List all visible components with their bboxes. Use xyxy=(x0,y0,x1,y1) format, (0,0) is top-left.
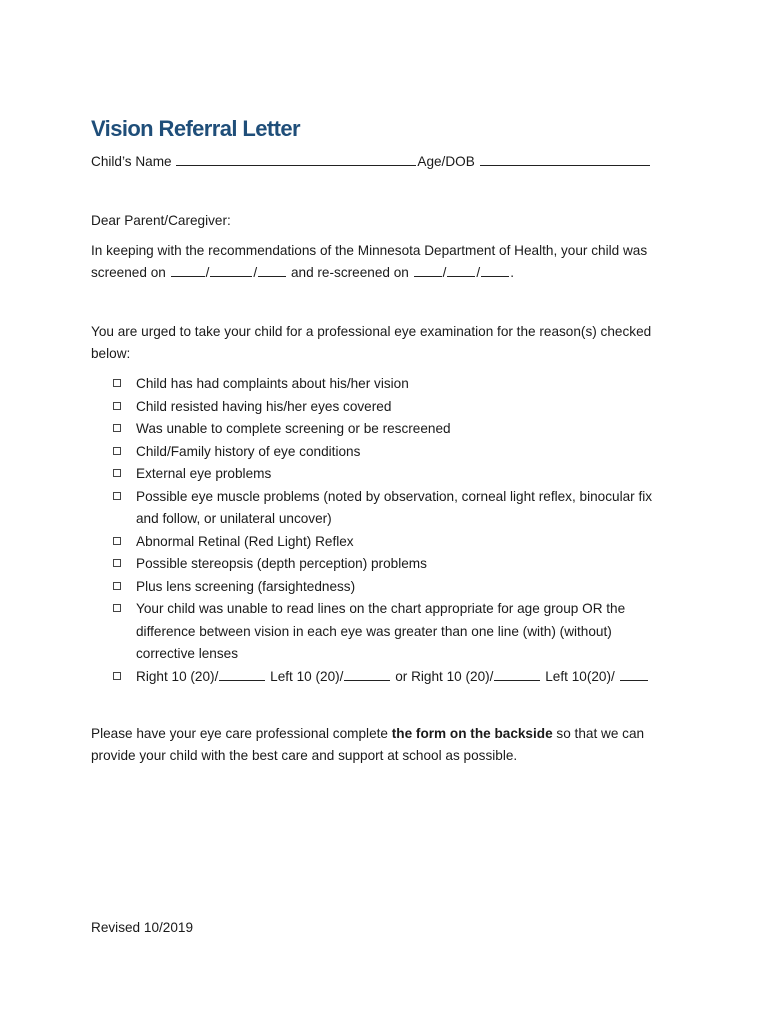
reason-checkbox[interactable] xyxy=(113,537,121,545)
reason-item xyxy=(113,373,671,396)
left-acuity-field[interactable] xyxy=(344,668,390,681)
left-acuity-field-2[interactable] xyxy=(620,668,648,681)
rescreened-day-field[interactable] xyxy=(447,264,475,277)
reason-checkbox[interactable] xyxy=(113,402,121,410)
reason-item xyxy=(113,576,671,599)
reason-checkbox[interactable] xyxy=(113,559,121,567)
reason-text: Child resisted having his/her eyes covered xyxy=(136,398,392,414)
childs-name-label: Child’s Name xyxy=(91,154,172,169)
rescreened-month-field[interactable] xyxy=(414,264,442,277)
reason-item xyxy=(113,396,671,419)
right-acuity-field-2[interactable] xyxy=(494,668,540,681)
reason-checkbox[interactable] xyxy=(113,469,121,477)
acuity-checkbox[interactable] xyxy=(113,672,121,680)
reason-item xyxy=(113,463,671,486)
reason-text: Plus lens screening (farsightedness) xyxy=(136,578,356,594)
rescreened-on-label: and re-screened on xyxy=(290,265,409,280)
reason-item xyxy=(113,441,671,464)
reason-text: Possible stereopsis (depth perception) problems xyxy=(136,556,427,571)
salutation: Dear Parent/Caregiver: xyxy=(91,213,231,228)
child-info-line xyxy=(91,153,651,171)
closing-bold-text: the form on the backside xyxy=(391,726,553,741)
reason-text: Child has had complaints about his/her vision xyxy=(136,376,409,391)
page-title: Vision Referral Letter xyxy=(91,116,300,141)
acuity-item xyxy=(113,666,671,689)
reason-item xyxy=(113,418,671,441)
intro-line-2: screened on / / and re-screened on / / . xyxy=(91,265,514,280)
screened-day-field[interactable] xyxy=(210,264,252,277)
reason-item xyxy=(113,531,671,554)
closing-text-end: so that we can xyxy=(552,726,645,741)
left-acuity-label-2: Left 10(20)/ xyxy=(545,668,615,684)
age-dob-label: Age/DOB xyxy=(417,154,475,169)
period: . xyxy=(510,265,514,280)
reason-checklist xyxy=(113,373,671,688)
age-dob-field[interactable] xyxy=(480,153,650,166)
reason-text: Possible eye muscle problems (noted by observation, corneal light reflex, binocular fix and follow, or unilateral uncover) xyxy=(136,488,653,526)
closing-line-2: provide your child with the best care and support at school as possible. xyxy=(91,748,518,763)
reason-text: Abnormal Retinal (Red Light) Reflex xyxy=(136,533,354,549)
reason-text: Your child was unable to read lines on the chart appropriate for age group OR the difference between vision in each eye was greater than one line (with) (without) corrective lenses xyxy=(136,601,626,661)
closing-line-1 xyxy=(91,725,644,743)
intro-line-1: In keeping with the recommendations of the Minnesota Department of Health, your child was xyxy=(91,243,648,258)
reason-checkbox[interactable] xyxy=(113,379,121,387)
rescreened-year-field[interactable] xyxy=(481,264,509,277)
reason-checkbox[interactable] xyxy=(113,447,121,455)
reason-text: Was unable to complete screening or be rescreened xyxy=(136,421,451,436)
revision-footer: Revised 10/2019 xyxy=(91,920,194,935)
screened-on-label: screened on xyxy=(91,265,166,280)
reason-checkbox[interactable] xyxy=(113,582,121,590)
screened-month-field[interactable] xyxy=(171,264,205,277)
right-acuity-label-2: or Right 10 (20)/ xyxy=(395,668,494,684)
left-acuity-label: Left 10 (20)/ xyxy=(270,668,344,684)
reason-item xyxy=(113,553,671,576)
reason-text: Child/Family history of eye conditions xyxy=(136,443,361,459)
urge-line-1: You are urged to take your child for a professional eye examination for the reason(s) checked xyxy=(91,324,652,339)
childs-name-field[interactable] xyxy=(176,153,416,166)
screened-year-field[interactable] xyxy=(258,264,286,277)
urge-line-2: below: xyxy=(91,346,131,361)
reason-text: External eye problems xyxy=(136,466,272,481)
right-acuity-field[interactable] xyxy=(219,668,265,681)
closing-text: Please have your eye care professional complete xyxy=(91,726,392,741)
right-acuity-label: Right 10 (20)/ xyxy=(136,668,219,684)
reason-checkbox[interactable] xyxy=(113,492,121,500)
reason-item xyxy=(113,598,671,666)
reason-checkbox[interactable] xyxy=(113,424,121,432)
reason-checkbox[interactable] xyxy=(113,604,121,612)
reason-item xyxy=(113,486,671,531)
